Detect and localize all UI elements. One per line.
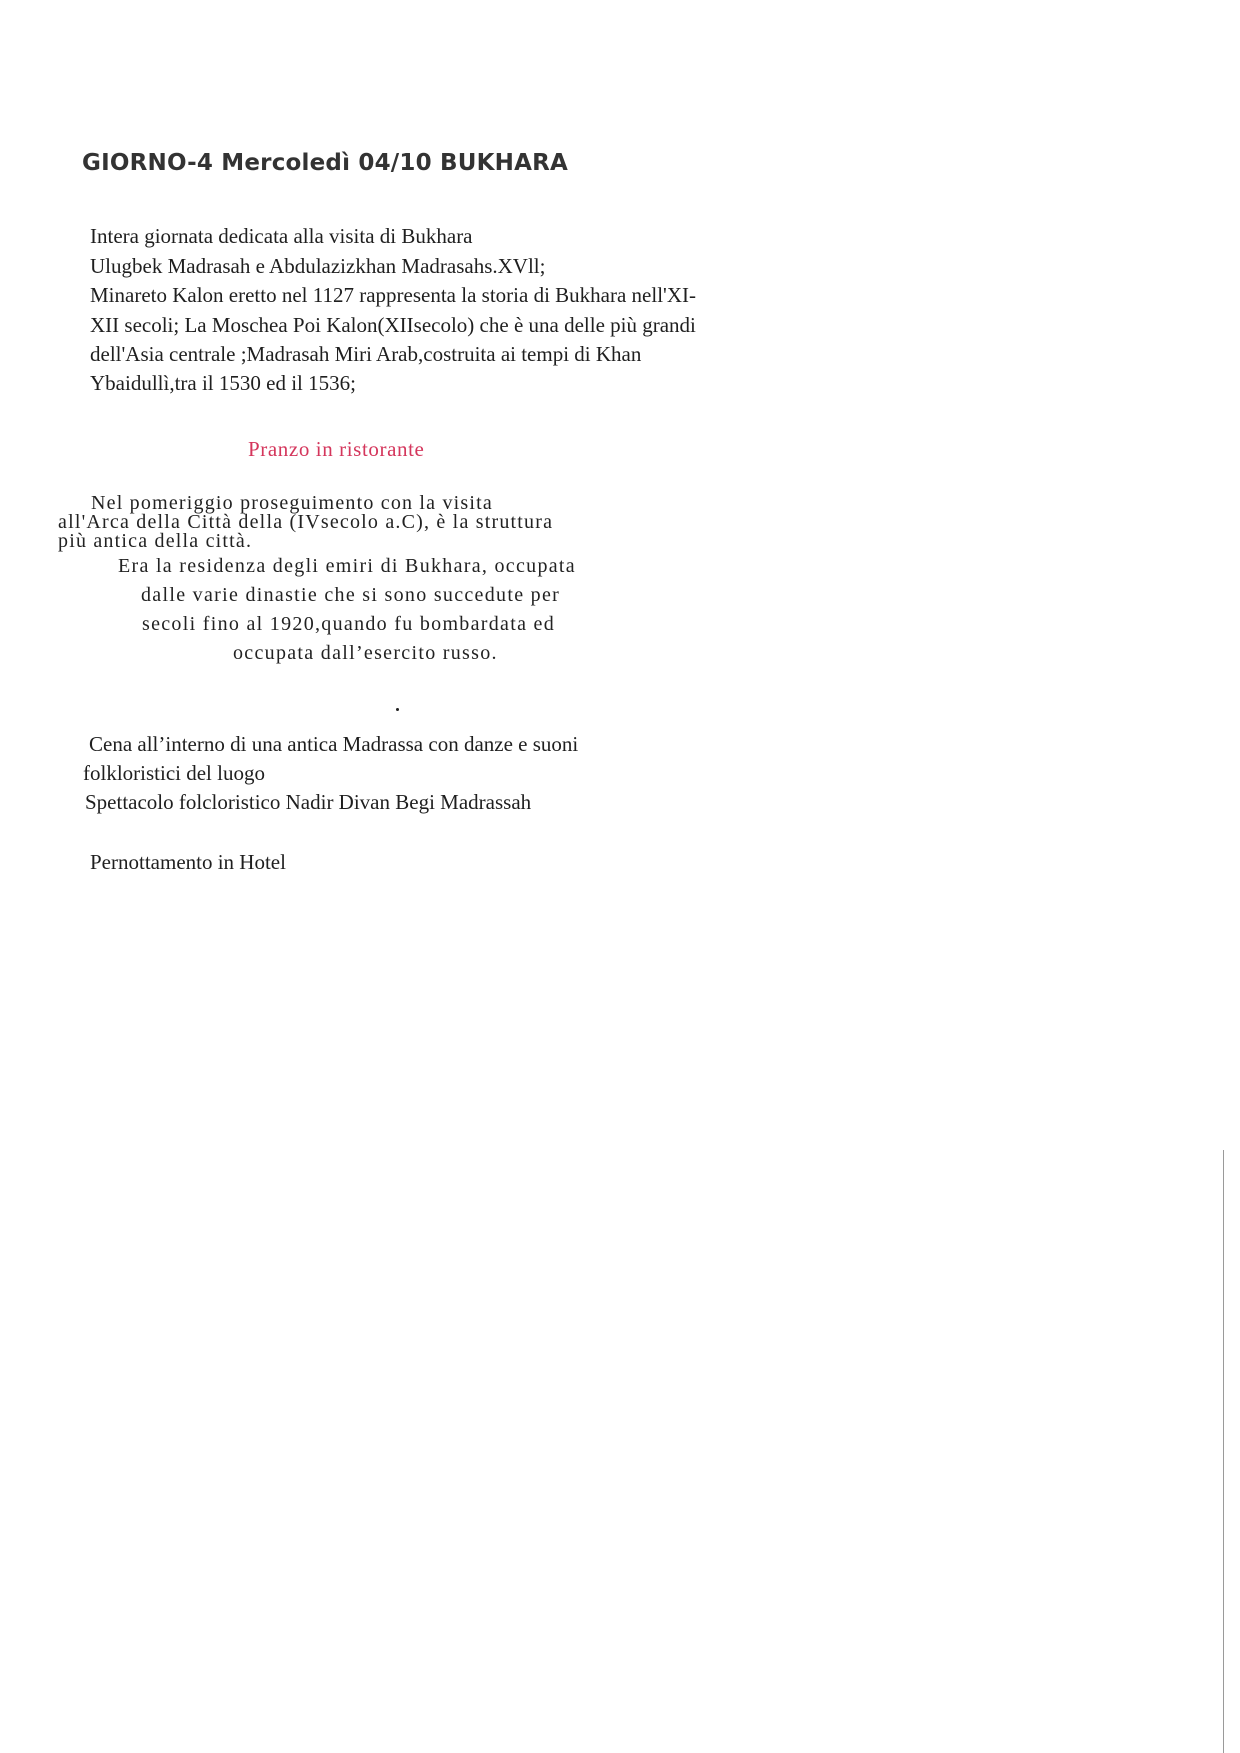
text-line: Ulugbek Madrasah e Abdulazizkhan Madrasahs.XVll; (90, 254, 546, 278)
lunch-note: Pranzo in ristorante (248, 437, 425, 461)
text-line: dalle varie dinastie che si sono succedute per (141, 584, 561, 606)
text-line: Ybaidullì,tra il 1530 ed il 1536; (90, 371, 356, 395)
text-line: più antica della città. (58, 530, 253, 552)
text-line: dell'Asia centrale ;Madrasah Miri Arab,costruita ai tempi di Khan (90, 342, 642, 366)
stray-dot (396, 708, 399, 711)
text-line: folkloristici del luogo (83, 761, 265, 785)
text-line: secoli fino al 1920,quando fu bombardata ed (142, 613, 556, 635)
text-line: XII secoli; La Moschea Poi Kalon(XIIsecolo) che è una delle più grandi (90, 313, 696, 337)
text-line: all'Arca della Città della (IVsecolo a.C), è la struttura (58, 511, 554, 533)
text-line: occupata dall’esercito russo. (233, 642, 498, 664)
text-line: Nel pomeriggio proseguimento con la visita (91, 492, 493, 514)
text-line: Era la residenza degli emiri di Bukhara, occupata (118, 555, 576, 577)
text-line: Spettacolo folcloristico Nadir Divan Begi Madrassah (85, 790, 532, 814)
page-edge-line (1223, 1150, 1224, 1753)
day-heading: GIORNO-4 Mercoledì 04/10 BUKHARA (82, 150, 568, 176)
text-line: Cena all’interno di una antica Madrassa con danze e suoni (89, 732, 579, 756)
overnight-note: Pernottamento in Hotel (90, 850, 286, 874)
text-line: Minareto Kalon eretto nel 1127 rappresenta la storia di Bukhara nell'XI- (90, 283, 696, 307)
text-line: Intera giornata dedicata alla visita di Bukhara (90, 224, 473, 248)
